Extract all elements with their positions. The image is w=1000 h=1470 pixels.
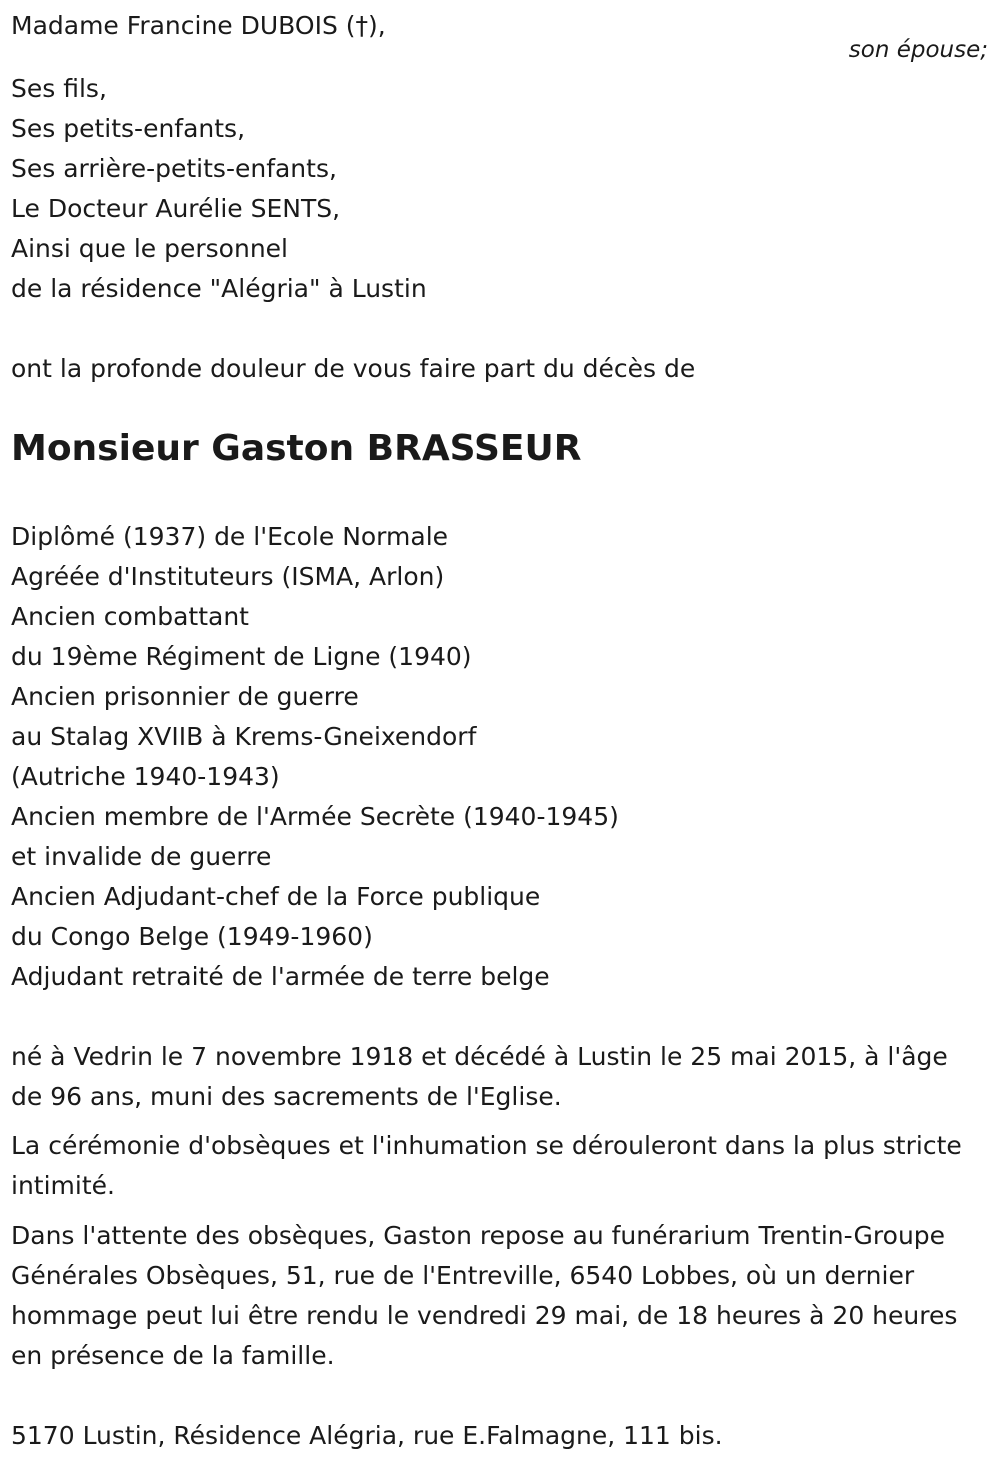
title-line: Ancien Adjudant-chef de la Force publique: [11, 882, 541, 911]
title-line: Agréée d'Instituteurs (ISMA, Arlon): [11, 562, 445, 591]
title-line: du Congo Belge (1949-1960): [11, 922, 373, 951]
title-line: au Stalag XVIIB à Krems-Gneixendorf: [11, 722, 477, 751]
family-list: [11, 69, 427, 309]
announcement-text: ont la profonde douleur de vous faire part du décès de: [11, 354, 696, 383]
family-line: Ses fils,: [11, 74, 107, 103]
family-line: Ainsi que le personnel: [11, 234, 288, 263]
spouse-role: son épouse;: [848, 37, 988, 63]
family-line: Ses arrière-petits-enfants,: [11, 154, 337, 183]
address-line: 5170 Lustin, Résidence Alégria, rue E.Falmagne, 111 bis.: [11, 1421, 723, 1450]
family-line: de la résidence "Alégria" à Lustin: [11, 274, 427, 303]
family-line: Le Docteur Aurélie SENTS,: [11, 194, 341, 223]
titles-list: [11, 517, 619, 997]
title-line: Ancien membre de l'Armée Secrète (1940-1945): [11, 802, 619, 831]
spouse-name-line: Madame Francine DUBOIS (†),: [11, 11, 386, 40]
title-line: Adjudant retraité de l'armée de terre belge: [11, 962, 550, 991]
title-line: Diplômé (1937) de l'Ecole Normale: [11, 522, 449, 551]
title-line: (Autriche 1940-1943): [11, 762, 280, 791]
deceased-name: Monsieur Gaston BRASSEUR: [11, 428, 582, 469]
title-line: et invalide de guerre: [11, 842, 272, 871]
ceremony-paragraph: La cérémonie d'obsèques et l'inhumation se dérouleront dans la plus stricte intimité.: [11, 1131, 962, 1200]
birth-death-paragraph: né à Vedrin le 7 novembre 1918 et décédé à Lustin le 25 mai 2015, à l'âge de 96 ans, muni des sacrements de l'Eglise.: [11, 1042, 948, 1111]
title-line: Ancien prisonnier de guerre: [11, 682, 359, 711]
family-line: Ses petits-enfants,: [11, 114, 246, 143]
funeral-home-paragraph: Dans l'attente des obsèques, Gaston repose au funérarium Trentin-Groupe Générales Obsèques, 51, rue de l'Entreville, 6540 Lobbes, où un dernier hommage peut lui être rendu le vendredi 29 mai, de 18 heures à 20 heures en présence de la famille.: [11, 1221, 958, 1370]
title-line: Ancien combattant: [11, 602, 249, 631]
title-line: du 19ème Régiment de Ligne (1940): [11, 642, 472, 671]
